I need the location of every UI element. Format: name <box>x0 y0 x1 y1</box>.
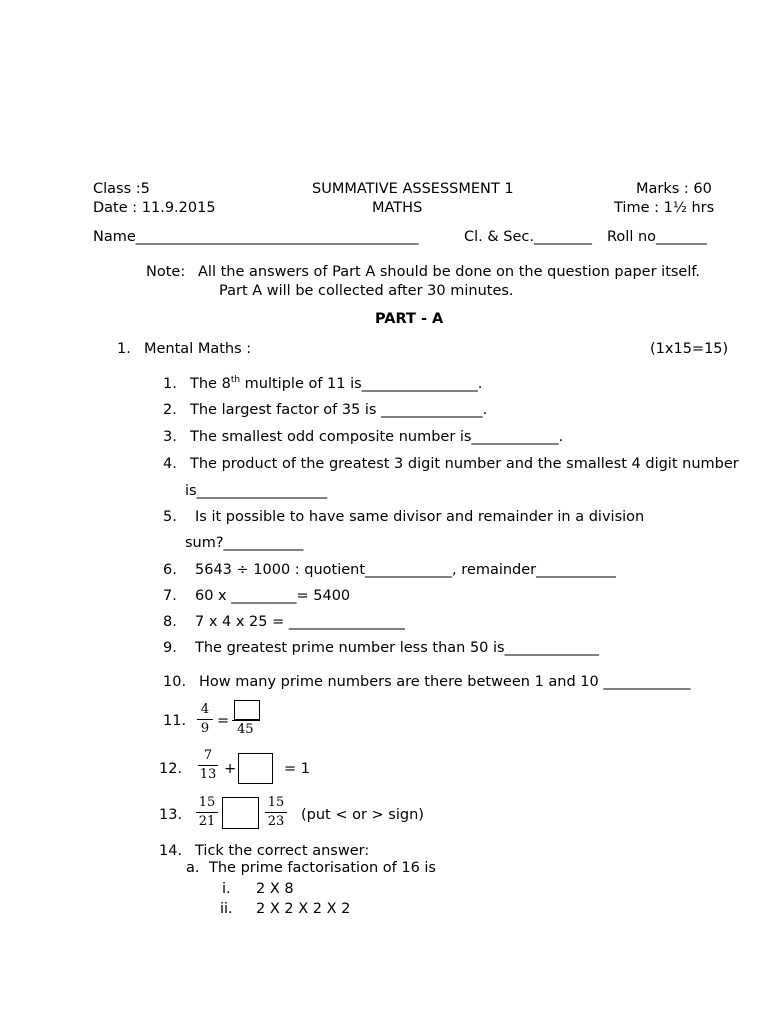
question-number: 3. <box>163 429 177 445</box>
answer-box[interactable] <box>238 753 273 784</box>
denominator-45: 45 <box>237 722 254 737</box>
fraction-15-23: 15 23 <box>265 795 287 830</box>
section-title: Mental Maths : <box>144 341 252 357</box>
section-number: 1. <box>117 341 131 357</box>
equals-sign: = <box>217 713 230 729</box>
comparison-box[interactable] <box>222 797 259 829</box>
fraction-4-9: 4 9 <box>197 702 213 737</box>
sub-question-label: a. <box>186 860 200 876</box>
marks-label: Marks : 60 <box>636 181 712 197</box>
question-number: 7. <box>163 588 177 604</box>
question-number: 1. <box>163 376 177 392</box>
question-4: The product of the greatest 3 digit number and the smallest 4 digit number <box>190 456 739 472</box>
class-section-field[interactable]: Cl. & Sec.________ <box>464 229 592 245</box>
exam-title: SUMMATIVE ASSESSMENT 1 <box>312 181 514 197</box>
section-marks: (1x15=15) <box>650 341 729 357</box>
question-10: How many prime numbers are there between 1 and 10 ____________ <box>199 674 691 690</box>
fraction-bar <box>232 720 260 721</box>
note-line-2: Part A will be collected after 30 minutes. <box>219 283 514 299</box>
question-8: 7 x 4 x 25 = ________________ <box>195 614 405 630</box>
note-label: Note: <box>146 264 186 280</box>
equals-one: = 1 <box>284 761 310 777</box>
question-5: Is it possible to have same divisor and remainder in a division <box>195 509 645 525</box>
roll-no-field[interactable]: Roll no_______ <box>607 229 707 245</box>
question-number: 11. <box>163 713 187 729</box>
question-number: 5. <box>163 509 177 525</box>
question-13-hint: (put < or > sign) <box>301 807 424 823</box>
question-number: 13. <box>159 807 183 823</box>
question-5-cont: sum?___________ <box>185 535 304 551</box>
question-4-cont: is__________________ <box>185 483 328 499</box>
question-3: The smallest odd composite number is____________. <box>190 429 564 445</box>
question-2: The largest factor of 35 is ______________. <box>190 402 488 418</box>
question-7: 60 x _________= 5400 <box>195 588 351 604</box>
question-number: 14. <box>159 843 183 859</box>
fraction-15-21: 15 21 <box>196 795 218 830</box>
question-number: 8. <box>163 614 177 630</box>
sub-question-a: The prime factorisation of 16 is <box>209 860 436 876</box>
note-line-1: All the answers of Part A should be done on the question paper itself. <box>198 264 701 280</box>
question-14: Tick the correct answer: <box>195 843 370 859</box>
class-label: Class :5 <box>93 181 150 197</box>
option-ii[interactable]: 2 X 2 X 2 X 2 <box>256 901 351 917</box>
question-6: 5643 ÷ 1000 : quotient____________, remainder___________ <box>195 562 616 578</box>
question-number: 9. <box>163 640 177 656</box>
question-number: 10. <box>163 674 187 690</box>
part-title: PART - A <box>375 311 444 327</box>
answer-box-numerator[interactable] <box>234 700 260 720</box>
question-number: 6. <box>163 562 177 578</box>
subject-label: MATHS <box>372 200 423 216</box>
plus-sign: + <box>224 761 237 777</box>
fraction-7-13: 7 13 <box>199 748 217 782</box>
option-i[interactable]: 2 X 8 <box>256 881 294 897</box>
question-number: 12. <box>159 761 183 777</box>
option-label: ii. <box>220 901 233 917</box>
question-number: 2. <box>163 402 177 418</box>
option-label: i. <box>222 881 231 897</box>
question-number: 4. <box>163 456 177 472</box>
question-9: The greatest prime number less than 50 is_____________ <box>195 640 599 656</box>
date-label: Date : 11.9.2015 <box>93 200 216 216</box>
time-label: Time : 1½ hrs <box>614 200 715 216</box>
question-1: The 8th multiple of 11 is________________. <box>190 375 483 392</box>
name-field[interactable]: Name_______________________________________ <box>93 229 419 245</box>
